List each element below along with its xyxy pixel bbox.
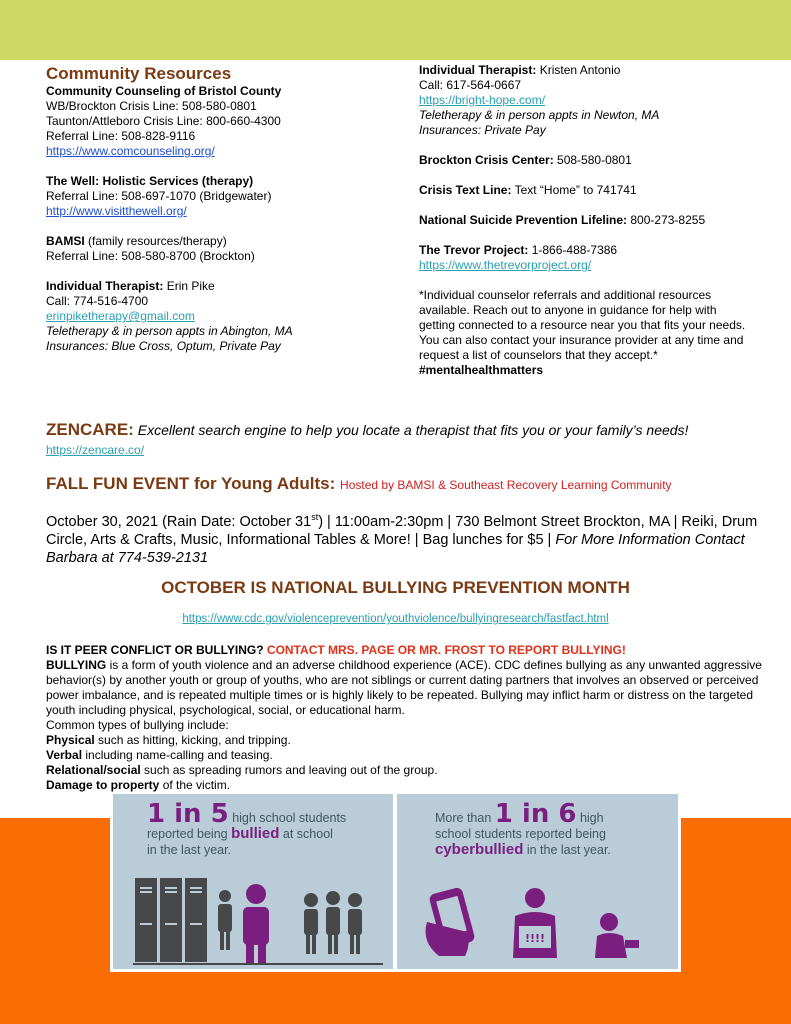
antonio-line1: Teletherapy & in person appts in Newton, MA [419,108,660,122]
pike-name: Erin Pike [163,279,215,293]
ccbc-line3: Referral Line: 508-828-9116 [46,129,196,143]
lockers-icon [135,878,207,962]
pike-label: Individual Therapist: [46,279,164,293]
event-line-a: October 30, 2021 (Rain Date: October 31 [46,513,312,530]
bamsi-line1: Referral Line: 508-580-8700 (Brockton) [46,249,255,263]
antonio-label: Individual Therapist: [419,63,537,77]
infographic-right-panel [397,794,678,969]
resource-nspl [419,213,749,228]
brockton-value: 508-580-0801 [553,153,632,167]
bullying-contact: CONTACT MRS. PAGE OR MR. FROST TO REPORT BULLYING! [266,643,626,657]
student-with-phone-icon [595,913,639,958]
left-t1: high school students [232,811,347,825]
fall-event-heading [46,474,766,495]
bullying-type-verbal [46,748,766,763]
type-desc: including name-calling and teasing. [82,748,273,762]
ccbc-line2: Taunton/Attleboro Crisis Line: 800-660-4300 [46,114,281,128]
bamsi-desc: (family resources/therapy) [84,234,227,248]
antonio-name: Kristen Antonio [536,63,621,77]
pike-call: Call: 774-516-4700 [46,294,149,308]
zencare-title: ZENCARE: [46,420,134,439]
resources-title: Community Resources [46,64,232,83]
right-stat: 1 in 6 [494,799,577,829]
pike-line2: Insurances: Blue Cross, Optum, Private Pay [46,339,281,353]
antonio-line2: Insurances: Private Pay [419,123,546,137]
right-t3: in the last year. [523,843,611,857]
type-term: Verbal [46,748,83,762]
bamsi-name: BAMSI [46,234,85,248]
bullying-type-physical [46,733,766,748]
lockers-and-students-illustration [133,874,383,966]
student-at-laptop-icon [513,888,557,958]
bullying-question: IS IT PEER CONFLICT OR BULLYING? [46,643,264,657]
right-pre: More than [435,811,495,825]
pike-email-link[interactable]: erinpiketherapy@gmail.com [46,309,195,323]
cdc-link[interactable]: https://www.cdc.gov/violenceprevention/youthviolence/bullyingresearch/fastfact.html [182,613,609,625]
ccbc-name: Community Counseling of Bristol County [46,84,282,98]
bullying-definition: is a form of youth violence and an adverse childhood experience (ACE). CDC defines bullying as any unwanted aggressive behavior(s) by another youth or group of youths, who are not siblings or current dating partners that involves an observed or perceived power imbalance, and is repeated multiple times or is highly likely to be repeated. Bullying may inflict harm or distress on the targeted youth including physical, psychological, social, or educational harm. [46,658,762,717]
event-info: For More Information Contact Barbara at 774-539-2131 [46,531,745,566]
trevor-value: 1-866-488-7386 [528,243,618,257]
right-panel-text [435,799,671,858]
right-t2: school students reported being [435,827,606,841]
fall-event-details [46,508,766,567]
left-emphasis: bullied [231,825,280,842]
resource-crisis-text [419,183,749,198]
october-heading: OCTOBER IS NATIONAL BULLYING PREVENTION MONTH [161,578,630,597]
antonio-call: Call: 617-564-0667 [419,78,522,92]
screen-alert-text: !!!! [524,932,546,945]
resource-pike [46,279,386,354]
brockton-label: Brockton Crisis Center: [419,153,554,167]
text-label: Crisis Text Line: [419,183,512,197]
group-of-students-icon [304,891,362,954]
ccbc-link[interactable]: https://www.comcounseling.org/ [46,144,215,158]
phone-in-hand-icon [426,887,476,956]
type-term: Physical [46,733,95,747]
text-value: Text “Home” to 741741 [511,183,637,197]
top-color-bar [0,0,791,60]
bullying-common: Common types of bullying include: [46,718,229,732]
left-t4: in the last year. [147,843,232,857]
pike-line1: Teletherapy & in person appts in Abington, MA [46,324,293,338]
bullying-type-relational [46,763,766,778]
trevor-label: The Trevor Project: [419,243,529,257]
bullying-term: BULLYING [46,658,107,672]
bullying-infographic [110,792,681,972]
resource-trevor [419,243,749,273]
trevor-link[interactable]: https://www.thetrevorproject.org/ [419,258,592,272]
zencare-link[interactable]: https://zencare.co/ [46,443,145,457]
left-stat: 1 in 5 [147,799,229,829]
resource-ccbc [46,84,386,159]
well-name: The Well: Holistic Services (therapy) [46,174,254,188]
resource-well [46,174,386,219]
resources-left-column [46,64,386,369]
fall-event-title: FALL FUN EVENT for Young Adults: [46,474,336,493]
event-line-b: ) | 11:00am-2:30pm | 730 Belmont Street Brockton, MA | Reiki, Drum Circle, Arts & Crafts, Music, Informational Tables & More! | Bag lunches for $5 | [46,513,758,548]
ccbc-line1: WB/Brockton Crisis Line: 508-580-0801 [46,99,257,113]
zencare-text: Excellent search engine to help you locate a therapist that fits you or your family’s needs! [133,422,689,438]
well-line1: Referral Line: 508-697-1070 (Bridgewater) [46,189,272,203]
note-text: *Individual counselor referrals and additional resources available. Reach out to anyone in guidance for help with getting connected to a resource near you that fits your needs. You can also contact your insurance provider at any time and request a list of counselors that they accept.* [419,288,746,362]
resource-bamsi [46,234,386,264]
resources-right-column [419,63,749,378]
resource-brockton-crisis [419,153,749,168]
nspl-label: National Suicide Prevention Lifeline: [419,213,628,227]
bullying-type-property [46,778,766,793]
type-term: Damage to property [46,778,160,792]
fall-event-host: Hosted by BAMSI & Southeast Recovery Learning Community [340,478,672,492]
left-t2: reported being [147,827,232,841]
type-desc: such as hitting, kicking, and tripping. [94,733,291,747]
right-emphasis: cyberbullied [435,841,524,858]
resources-note [419,288,749,378]
left-panel-text [147,799,387,858]
event-sup: st [311,512,319,522]
right-t1: high [576,811,604,825]
antonio-link[interactable]: https://bright-hope.com/ [419,93,546,107]
type-term: Relational/social [46,763,141,777]
bystander-student-icon [218,890,232,950]
hashtag: #mentalhealthmatters [419,363,544,377]
resource-antonio [419,63,749,138]
cyberbullying-illustration [417,882,657,962]
bullied-student-icon [243,884,269,964]
zencare-section [46,420,746,460]
cdc-link-row [0,613,791,625]
infographic-left-panel [113,794,393,969]
nspl-value: 800-273-8255 [627,213,706,227]
type-desc: such as spreading rumors and leaving out of the group. [140,763,438,777]
well-link[interactable]: http://www.visitthewell.org/ [46,204,187,218]
type-desc: of the victim. [159,778,231,792]
left-t3: at school [279,827,333,841]
bullying-section [46,643,766,793]
